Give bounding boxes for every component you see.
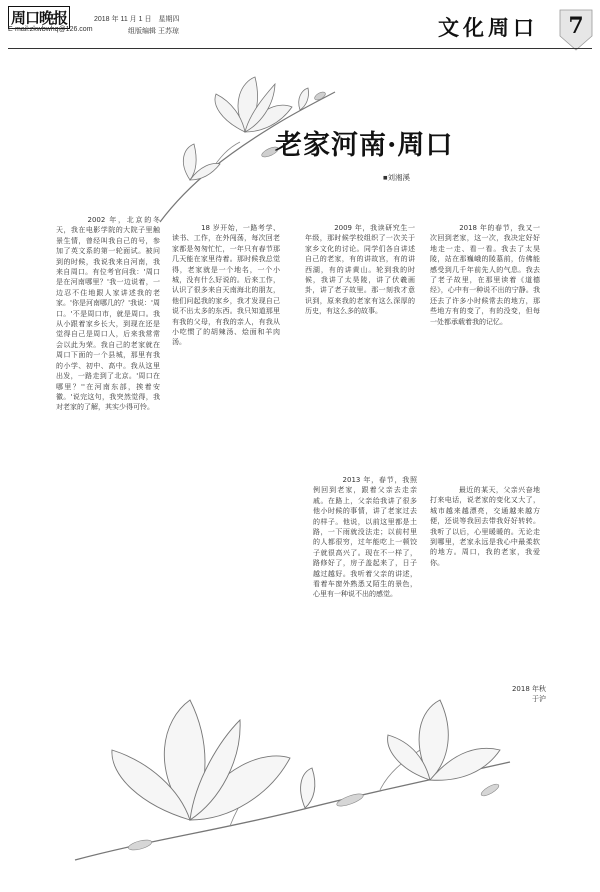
editor-line	[128, 26, 179, 36]
article-byline: ■刘湘溪	[383, 173, 411, 182]
contact-email: E-mail:zkwbwhq@126.com	[8, 26, 93, 33]
page-number: 7	[568, 13, 584, 39]
header-rule	[8, 48, 592, 49]
editor-name: 王苏琼	[157, 28, 179, 35]
signature-date: 2018 年秋	[511, 685, 546, 693]
signature-place: 于沪	[532, 695, 546, 703]
paragraph: 2013 年，春节，我照例回到老家，跟着父亲去走亲戚。在路上，父亲给我讲了很多他小时候的事情，讲了老家过去的样子。他说，以前这里都是土路，一下雨就没法走；以前村里的人都很穷，过年能吃上一顿饺子就很高兴了。现在不一样了，路修好了，房子盖起来了，日子越过越好。我听着父亲的讲述，看着车窗外熟悉又陌生的景色，心里有一种说不出的感觉。	[313, 476, 417, 599]
paragraph: 18 岁开始，一路考学、读书、工作，在外闯荡，每次回老家都是匆匆忙忙，一年只有春节那几天能在家里待着。那时候我总觉得，老家就是一个地名，一个小城，没有什么好说的。后来工作，认识了很多来自天南海北的朋友，他们问起我的家乡，我才发现自己说不出太多的东西。我只知道那里有我的父母，有我的亲人，有我从小吃惯了的胡辣汤、烩面和羊肉汤。	[172, 224, 280, 347]
article-column-6	[430, 485, 540, 677]
article-title: 老家河南·周口	[275, 130, 454, 161]
page-badge	[556, 6, 596, 52]
article-signature	[500, 684, 546, 704]
article-column-3	[305, 223, 415, 473]
paragraph: 2009 年，我读研究生一年级，那时候学校组织了一次关于家乡文化的讨论。同学们各自讲述自己的老家，有的讲故宫，有的讲西湖，有的讲黄山。轮到我的时候，我讲了太昊陵，讲了伏羲画卦，讲了老子故里。那一刻我才意识到，原来我的老家有这么深厚的历史，有这么多的故事。	[305, 224, 415, 316]
editor-label: 组版编辑	[128, 28, 156, 35]
logo-text: 周口晚报	[8, 6, 70, 29]
article-column-5	[430, 223, 540, 483]
paragraph: 最近的某天，父亲兴奋地打来电话，说老家的变化又大了，城市越来越漂亮，交通越来越方便，还说等我回去带我好好转转。我听了以后，心里暖暖的。无论走到哪里，老家永远是我心中最柔软的地方。周口，我的老家，我爱你。	[430, 486, 540, 567]
masthead	[8, 6, 598, 58]
paragraph: 2002 年，北京的冬天，我在电影学院的大院子里触景生情，曾经叫我自己的号，参加了英文系的第一轮面试。被问到的时候，我说我来自河南，我来自周口。有位考官问我：'周口是在河南哪里？'我一边说着，一边忍不住地跟人家讲述我的老家。'你是河南哪几的？'我说：'周口。'不是周口市，就是周口。我从小跟着家乡长大，到现在还是觉得自己是周口人，后来我常常会以此为荣。我自己的老家就在周口下面的一个县城，那里有我的小学、初中、高中。我从这里出发，一路走到了北京。'周口在哪里？''在河南东部，挨着安徽。'说完这句，我突然觉得，我对老家的了解，其实少得可怜。	[56, 216, 160, 412]
article-column-4	[313, 475, 417, 805]
article-column-1	[56, 215, 160, 613]
issue-date: 2018 年 11 月 1 日 星期四	[94, 16, 180, 23]
section-title: 文化周口	[438, 15, 538, 40]
paragraph: 2018 年的春节，我又一次回到老家，这一次，我决定好好地走一走、看一看。我去了太昊陵，站在那巍峨的陵墓前，仿佛能感受到几千年前先人的气息。我去了老子故里，在那里读着《道德经》，心中有一种说不出的宁静。我还去了许多小时候常去的地方，那些地方有的变了，有的没变，但每一处都承载着我的记忆。	[430, 224, 540, 326]
article-column-2	[172, 223, 280, 473]
